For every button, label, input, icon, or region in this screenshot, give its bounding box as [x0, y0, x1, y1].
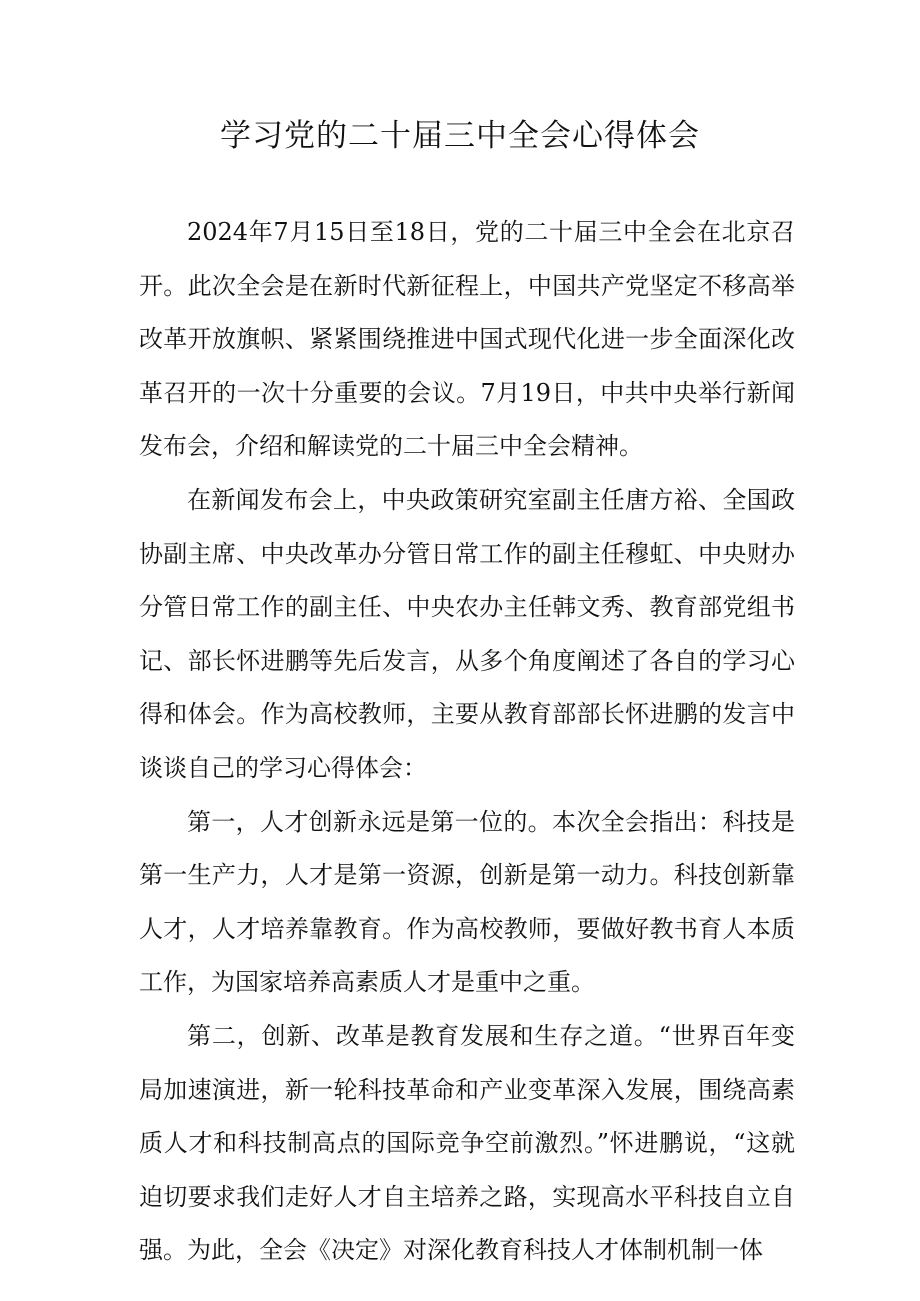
paragraph-2: 在新闻发布会上，中央政策研究室副主任唐方裕、全国政协副主席、中央改革办分管日常工作的副主任穆虹、中央财办分管日常工作的副主任、中央农办主任韩文秀、教育部党组书记、部长怀进鹏等先后发言，从多个角度阐述了各自的学习心得和体会。作为高校教师，主要从教育部部长怀进鹏的发言中谈谈自己的学习心得体会： — [139, 485, 795, 782]
document-body — [139, 206, 795, 1278]
document-title: 学习党的二十届三中全会心得体会 — [220, 118, 700, 154]
paragraph-3: 第一，人才创新永远是第一位的。本次全会指出：科技是第一生产力，人才是第一资源，创新是第一动力。科技创新靠人才，人才培养靠教育。作为高校教师，要做好教书育人本质工作，为国家培养高素质人才是重中之重。 — [139, 807, 795, 997]
paragraph-1: 2024年7月15日至18日，党的二十届三中全会在北京召开。此次全会是在新时代新征程上，中国共产党坚定不移高举改革开放旗帜、紧紧围绕推进中国式现代化进一步全面深化改革召开的一次十分重要的会议。7月19日，中共中央举行新闻发布会，介绍和解读党的二十届三中全会精神。 — [139, 218, 795, 461]
paragraph-4: 第二，创新、改革是教育发展和生存之道。“世界百年变局加速演进，新一轮科技革命和产业变革深入发展，围绕高素质人才和科技制高点的国际竞争空前激烈。”怀进鹏说，“这就迫切要求我们走好人才自主培养之路，实现高水平科技自立自强。为此，全会《决定》对深化教育科技人才体制机制一体 — [139, 1021, 795, 1265]
